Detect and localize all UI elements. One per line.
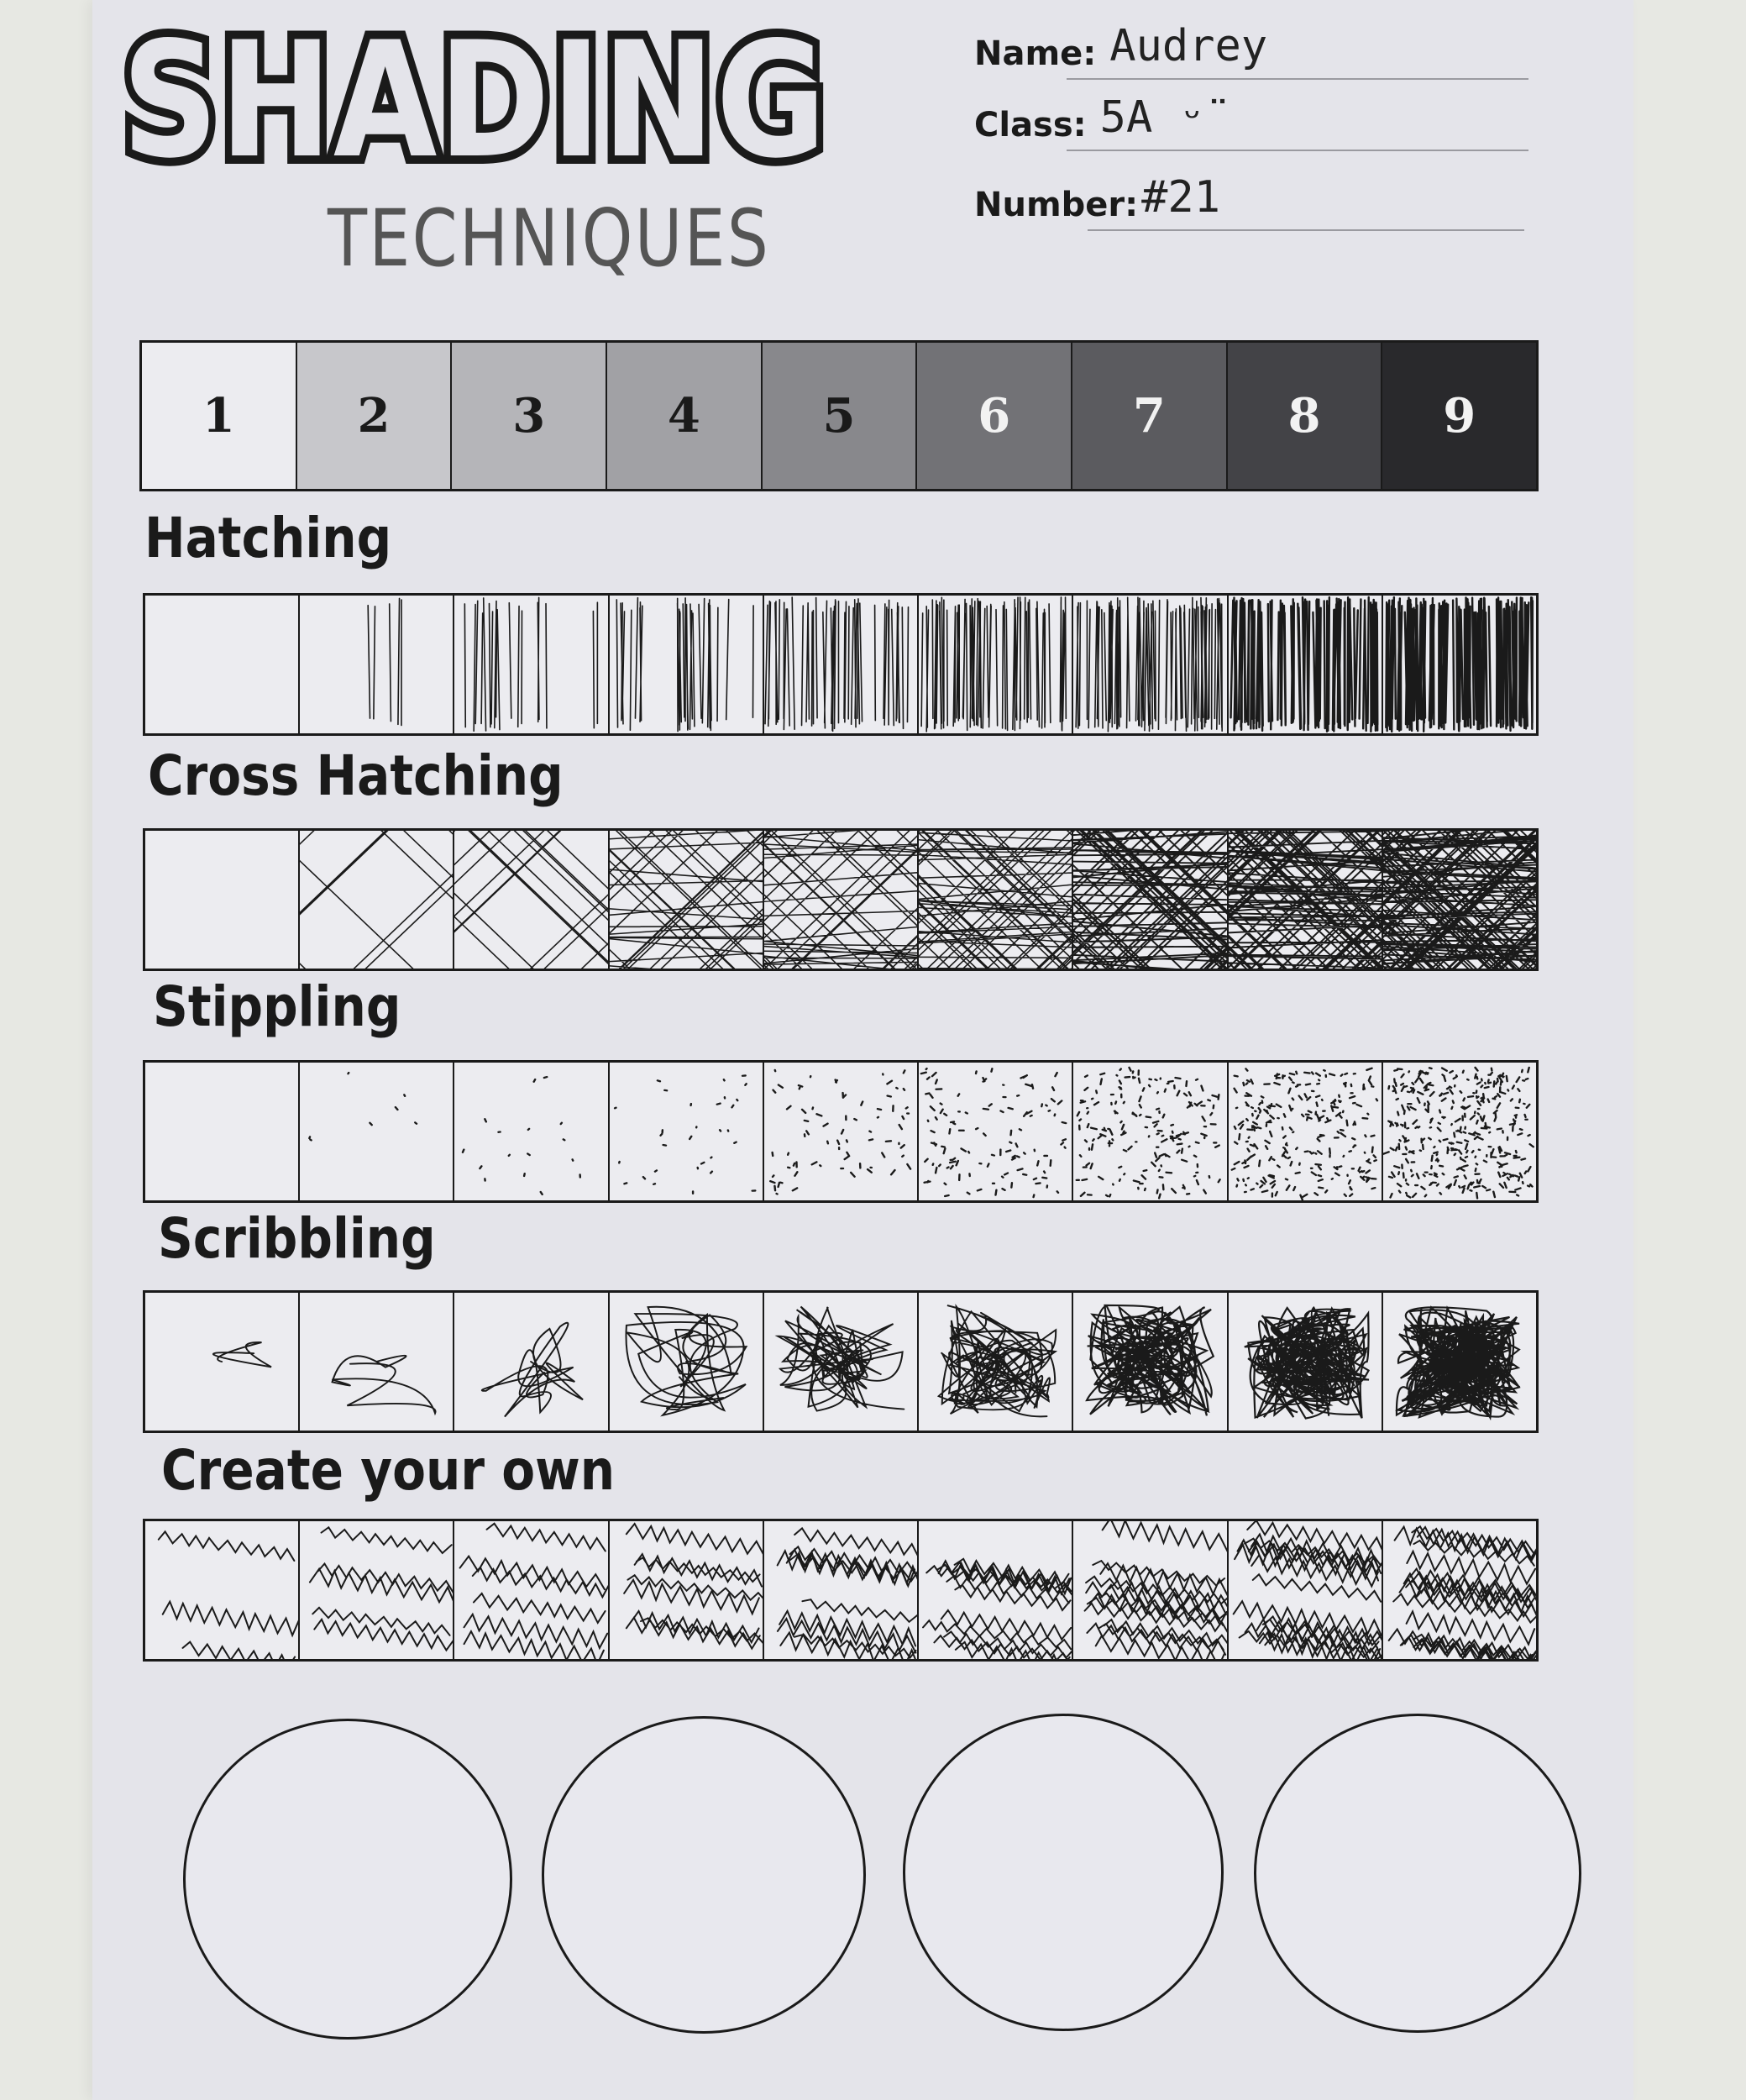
cross-hatching-cell xyxy=(1073,831,1228,969)
name-field[interactable] xyxy=(974,13,1528,80)
class-underline xyxy=(1067,150,1528,151)
scribbling-cell xyxy=(1073,1293,1228,1431)
value-scale-cell: 2 xyxy=(297,343,453,489)
value-scale xyxy=(139,340,1539,491)
hatching-cell xyxy=(1073,596,1228,733)
worksheet-subtitle: TECHNIQUES xyxy=(328,193,771,285)
stippling-cell xyxy=(1383,1063,1536,1200)
cross-hatching-cell xyxy=(764,831,919,969)
create-your-own-cell xyxy=(764,1521,919,1659)
number-field[interactable] xyxy=(974,164,1524,231)
create-your-own-row xyxy=(143,1519,1539,1662)
stippling-cell xyxy=(919,1063,1073,1200)
stippling-cell xyxy=(1229,1063,1383,1200)
hatching-cell xyxy=(764,596,919,733)
cross-hatching-cell xyxy=(919,831,1073,969)
number-value: #21 xyxy=(1141,172,1221,223)
stippling-cell xyxy=(300,1063,454,1200)
scribbling-cell xyxy=(300,1293,454,1431)
scribbling-cell xyxy=(610,1293,764,1431)
scribbling-cell xyxy=(919,1293,1073,1431)
class-field[interactable] xyxy=(974,84,1528,151)
scribbling-cell xyxy=(454,1293,609,1431)
value-scale-cell: 6 xyxy=(917,343,1072,489)
create-your-own-cell xyxy=(145,1521,300,1659)
number-underline xyxy=(1088,229,1524,231)
stippling-cell xyxy=(454,1063,609,1200)
create-your-own-cell xyxy=(454,1521,609,1659)
hatching-cell xyxy=(1229,596,1383,733)
scribbling-cell xyxy=(1383,1293,1536,1431)
name-value: Audrey xyxy=(1109,21,1268,71)
stippling-cell xyxy=(610,1063,764,1200)
worksheet-title: SHADING xyxy=(122,8,828,193)
number-label: Number: xyxy=(974,186,1139,224)
scribbling-cell xyxy=(764,1293,919,1431)
shading-circle-1[interactable] xyxy=(183,1719,512,2040)
stippling-row xyxy=(143,1060,1539,1203)
hatching-cell xyxy=(919,596,1073,733)
create-your-own-cell xyxy=(919,1521,1073,1659)
hatching-cell xyxy=(610,596,764,733)
cross-hatching-cell xyxy=(610,831,764,969)
create-your-own-cell xyxy=(300,1521,454,1659)
cross-hatching-cell xyxy=(1229,831,1383,969)
cross-hatching-cell xyxy=(145,831,300,969)
hatching-cell xyxy=(145,596,300,733)
value-scale-cell: 9 xyxy=(1382,343,1536,489)
value-scale-cell: 3 xyxy=(452,343,607,489)
name-underline xyxy=(1067,78,1528,80)
cross-hatching-cell xyxy=(300,831,454,969)
class-label: Class: xyxy=(974,106,1087,144)
hatching-cell xyxy=(300,596,454,733)
hatching-cell xyxy=(454,596,609,733)
cross-hatching-row xyxy=(143,828,1539,971)
cross-hatching-title: Cross Hatching xyxy=(148,743,564,808)
cross-hatching-cell xyxy=(454,831,609,969)
hatching-title: Hatching xyxy=(144,506,392,570)
scribbling-title: Scribbling xyxy=(158,1206,436,1271)
value-scale-cell: 4 xyxy=(607,343,763,489)
scribbling-cell xyxy=(145,1293,300,1431)
hatching-cell xyxy=(1383,596,1536,733)
scribbling-row xyxy=(143,1290,1539,1433)
create-your-own-title: Create your own xyxy=(161,1438,616,1503)
create-your-own-cell xyxy=(1229,1521,1383,1659)
create-your-own-cell xyxy=(610,1521,764,1659)
value-scale-cell: 7 xyxy=(1072,343,1228,489)
shading-circle-2[interactable] xyxy=(542,1716,866,2034)
value-scale-cell: 8 xyxy=(1228,343,1383,489)
stippling-title: Stippling xyxy=(153,974,401,1039)
stippling-cell xyxy=(1073,1063,1228,1200)
stippling-cell xyxy=(145,1063,300,1200)
shading-circle-3[interactable] xyxy=(903,1714,1224,2031)
hatching-row xyxy=(143,593,1539,736)
create-your-own-cell xyxy=(1383,1521,1536,1659)
name-label: Name: xyxy=(974,34,1097,73)
scribbling-cell xyxy=(1229,1293,1383,1431)
value-scale-cell: 1 xyxy=(142,343,297,489)
shading-circle-4[interactable] xyxy=(1254,1714,1581,2033)
value-scale-cell: 5 xyxy=(763,343,918,489)
class-value: 5A ᵕ̈ xyxy=(1099,92,1205,143)
create-your-own-cell xyxy=(1073,1521,1228,1659)
stippling-cell xyxy=(764,1063,919,1200)
cross-hatching-cell xyxy=(1383,831,1536,969)
